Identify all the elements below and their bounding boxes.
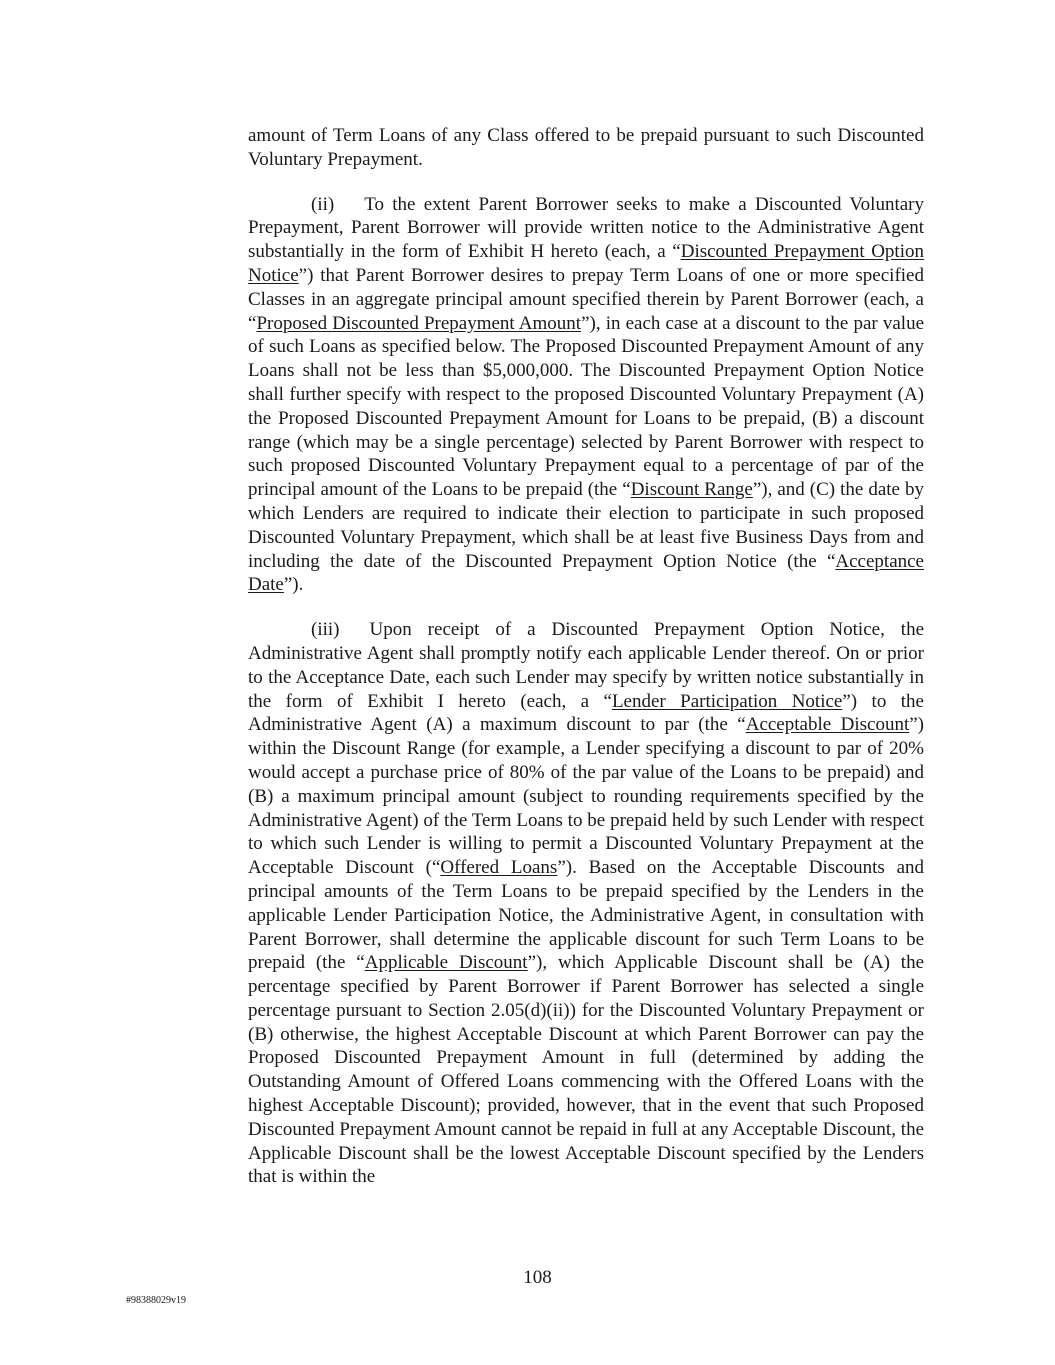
defined-term: Discounted Prepayment Option Notice xyxy=(248,241,924,286)
defined-term: Lender Participation Notice xyxy=(611,690,843,712)
paragraph-continuation: amount of Term Loans of any Class offered to be prepaid pursuant to such Discounted Voluntary Prepayment. xyxy=(248,125,924,170)
defined-term: Applicable Discount xyxy=(364,952,528,974)
defined-term: Offered Loans xyxy=(440,857,558,879)
document-body xyxy=(248,124,924,1210)
paragraph-number: (ii) xyxy=(311,193,335,215)
defined-term: Acceptance Date xyxy=(248,550,924,596)
defined-term: Proposed Discounted Prepayment Amount xyxy=(256,312,582,334)
defined-term: Acceptable Discount xyxy=(745,714,910,736)
paragraph-number: (iii) xyxy=(311,619,340,641)
defined-term: Discount Range xyxy=(630,479,753,501)
paragraph-ii: (ii) To the extent Parent Borrower seeks to make a Discounted Voluntary Prepayment, Parent Borrower will provide written notice to the Administrative Agent substantially in the form of Exhibit H hereto (each, a “Discounted Prepayment Option Notice”) that Parent Borrower desires to prepay Term Loans of one or more specified Classes in an aggregate principal amount specified therein by Parent Borrower (each, a “Proposed Discounted Prepayment Amount”), in each case at a discount to the par value of such Loans as specified below. The Proposed Discounted Prepayment Amount of any Loans shall not be less than $5,000,000. The Discounted Prepayment Option Notice shall further specify with respect to the proposed Discounted Voluntary Prepayment (A) the Proposed Discounted Prepayment Amount for Loans to be prepaid, (B) a discount range (which may be a single percentage) selected by Parent Borrower with respect to such proposed Discounted Voluntary Prepayment equal to a percentage of par of the principal amount of the Loans to be prepaid (the “Discount Range”), and (C) the date by which Lenders are required to indicate their election to participate in such proposed Discounted Voluntary Prepayment, which shall be at least five Business Days from and including the date of the Discounted Prepayment Option Notice (the “Acceptance Date”). xyxy=(248,193,924,596)
paragraph-iii: (iii) Upon receipt of a Discounted Prepayment Option Notice, the Administrative Agent shall promptly notify each applicable Lender thereof. On or prior to the Acceptance Date, each such Lender may specify by written notice substantially in the form of Exhibit I hereto (each, a “Lender Participation Notice”) to the Administrative Agent (A) a maximum discount to par (the “Acceptable Discount”) within the Discount Range (for example, a Lender specifying a discount to par of 20% would accept a purchase price of 80% of the par value of the Loans to be prepaid) and (B) a maximum principal amount (subject to rounding requirements specified by the Administrative Agent) of the Term Loans to be prepaid held by such Lender with respect to which such Lender is willing to permit a Discounted Voluntary Prepayment at the Acceptable Discount (“Offered Loans”). Based on the Acceptable Discounts and principal amounts of the Term Loans to be prepaid specified by the Lenders in the applicable Lender Participation Notice, the Administrative Agent, in consultation with Parent Borrower, shall determine the applicable discount for such Term Loans to be prepaid (the “Applicable Discount”), which Applicable Discount shall be (A) the percentage specified by Parent Borrower if Parent Borrower has selected a single percentage pursuant to Section 2.05(d)(ii)) for the Discounted Voluntary Prepayment or (B) otherwise, the highest Acceptable Discount at which Parent Borrower can pay the Proposed Discounted Prepayment Amount in full (determined by adding the Outstanding Amount of Offered Loans commencing with the Offered Loans with the highest Acceptable Discount); provided, however, that in the event that such Proposed Discounted Prepayment Amount cannot be repaid in full at any Acceptable Discount, the Applicable Discount shall be the lowest Acceptable Discount specified by the Lenders that is within the xyxy=(248,619,925,1188)
page-number: 108 xyxy=(523,1267,552,1288)
document-id: #98388029v19 xyxy=(126,1295,186,1306)
